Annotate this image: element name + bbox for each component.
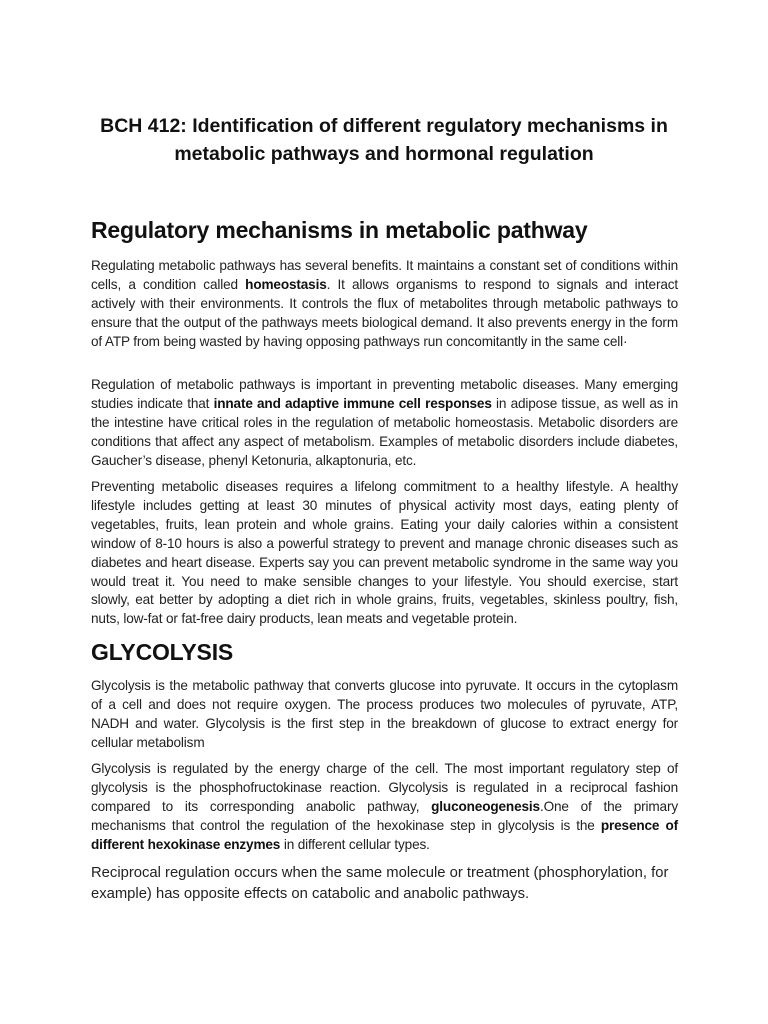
text-span: Glycolysis is regulated by the energy charge of the cell. The most important regulatory step of glycolysis is the phosphofructokinase reaction. Glycolysis is regulated in a reciprocal fashion compared to its corresponding anabolic pathway, (91, 761, 678, 814)
document-title: BCH 412: Identification of different regulatory mechanisms in metabolic pathways and hormonal regulation (100, 115, 668, 165)
text-span: . It allows organisms to respond to signals and interact actively with their environments. It controls the flux of metabolites through metabolic pathways to ensure that the output of the pathways meets biological demand. It also prevents energy in the form of ATP from being wasted by having opposing pathways run concomitantly in the same cell· (91, 276, 679, 349)
text-span: .One of the primary mechanisms that control the regulation of the hexokinase step in glycolysis is the (91, 798, 678, 833)
text-span: Regulating metabolic pathways has several benefits. It maintains a constant set of conditions within cells, a condition called (91, 258, 678, 292)
paragraph-reciprocal-regulation: Reciprocal regulation occurs when the same molecule or treatment (phosphorylation, for example) has opposite effects on catabolic and anabolic pathways. (91, 865, 669, 902)
paragraph-glycolysis-regulation (91, 760, 678, 855)
bold-term-hexokinase-enzymes: presence of different hexokinase enzymes (91, 817, 679, 852)
bold-term-homeostasis: homeostasis (245, 276, 327, 292)
paragraph-prevention: Preventing metabolic diseases requires a lifelong commitment to a healthy lifestyle. A healthy lifestyle includes getting at least 30 minutes of physical activity most days, eating plenty of vegetables, fruits, lean protein and whole grains. Eating your daily calories within a consistent window of 8-10 hours is also a powerful strategy to prevent and manage chronic diseases such as diabetes and heart disease. Experts say you can prevent metabolic syndrome in the same way you would treat it. You need to make sensible changes to your lifestyle. You should exercise, start slowly, eat better by adopting a diet rich in whole grains, fruits, vegetables, skinless poultry, fish, nuts, low-fat or fat-free dairy products, lean meats and vegetable protein. (91, 479, 678, 627)
paragraph-regulation-benefits (91, 257, 678, 352)
section-heading-regulatory-mechanisms: Regulatory mechanisms in metabolic pathway (91, 217, 588, 243)
text-span: in adipose tissue, as well as in the intestine have critical roles in the regulation of metabolic homeostasis. Metabolic disorders are conditions that affect any aspect of metabolism. Examples of metabolic disorders include diabetes, Gaucher’s disease, phenyl Ketonuria, alkaptonuria, etc. (91, 395, 678, 468)
text-span: Regulation of metabolic pathways is important in preventing metabolic diseases. Many emerging studies indicate that (91, 377, 678, 411)
bold-term-gluconeogenesis: gluconeogenesis (431, 798, 540, 814)
section-heading-glycolysis: GLYCOLYSIS (91, 639, 234, 665)
paragraph-metabolic-diseases (91, 376, 678, 471)
paragraph-glycolysis-definition: Glycolysis is the metabolic pathway that converts glucose into pyruvate. It occurs in the cytoplasm of a cell and does not require oxygen. The process produces two molecules of pyruvate, ATP, NADH and water. Glycolysis is the first step in the breakdown of glucose to extract energy for cellular metabolism (91, 678, 678, 750)
text-span: in different cellular types. (280, 836, 430, 852)
bold-term-immune-responses: innate and adaptive immune cell responses (213, 395, 492, 411)
